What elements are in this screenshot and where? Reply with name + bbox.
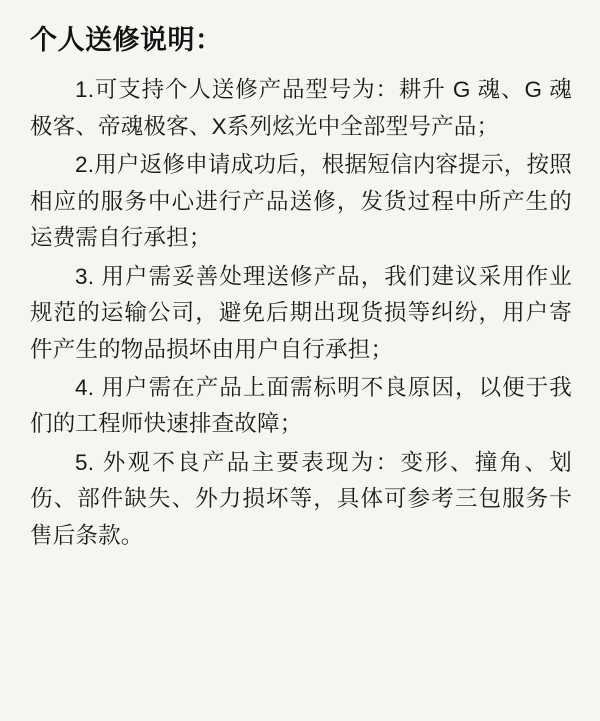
paragraph-2: 2.用户返修申请成功后，根据短信内容提示，按照相应的服务中心进行产品送修，发货过程中所产生的运费需自行承担； (30, 152, 572, 251)
paragraph-4: 4. 用户需在产品上面需标明不良原因，以便于我们的工程师快速排查故障； (30, 374, 572, 437)
document-body (30, 72, 572, 554)
paragraph-3: 3. 用户需妥善处理送修产品，我们建议采用作业规范的运输公司，避免后期出现货损等纠纷，用户寄件产生的物品损坏由用户自行承担； (30, 263, 572, 362)
page-title: 个人送修说明： (30, 25, 223, 55)
paragraph-1: 1.可支持个人送修产品型号为：耕升 G 魂、G 魂极客、帝魂极客、X系列炫光中全部型号产品； (30, 77, 572, 139)
paragraph-5: 5. 外观不良产品主要表现为：变形、撞角、划伤、部件缺失、外力损坏等，具体可参考三包服务卡售后条款。 (30, 449, 572, 548)
